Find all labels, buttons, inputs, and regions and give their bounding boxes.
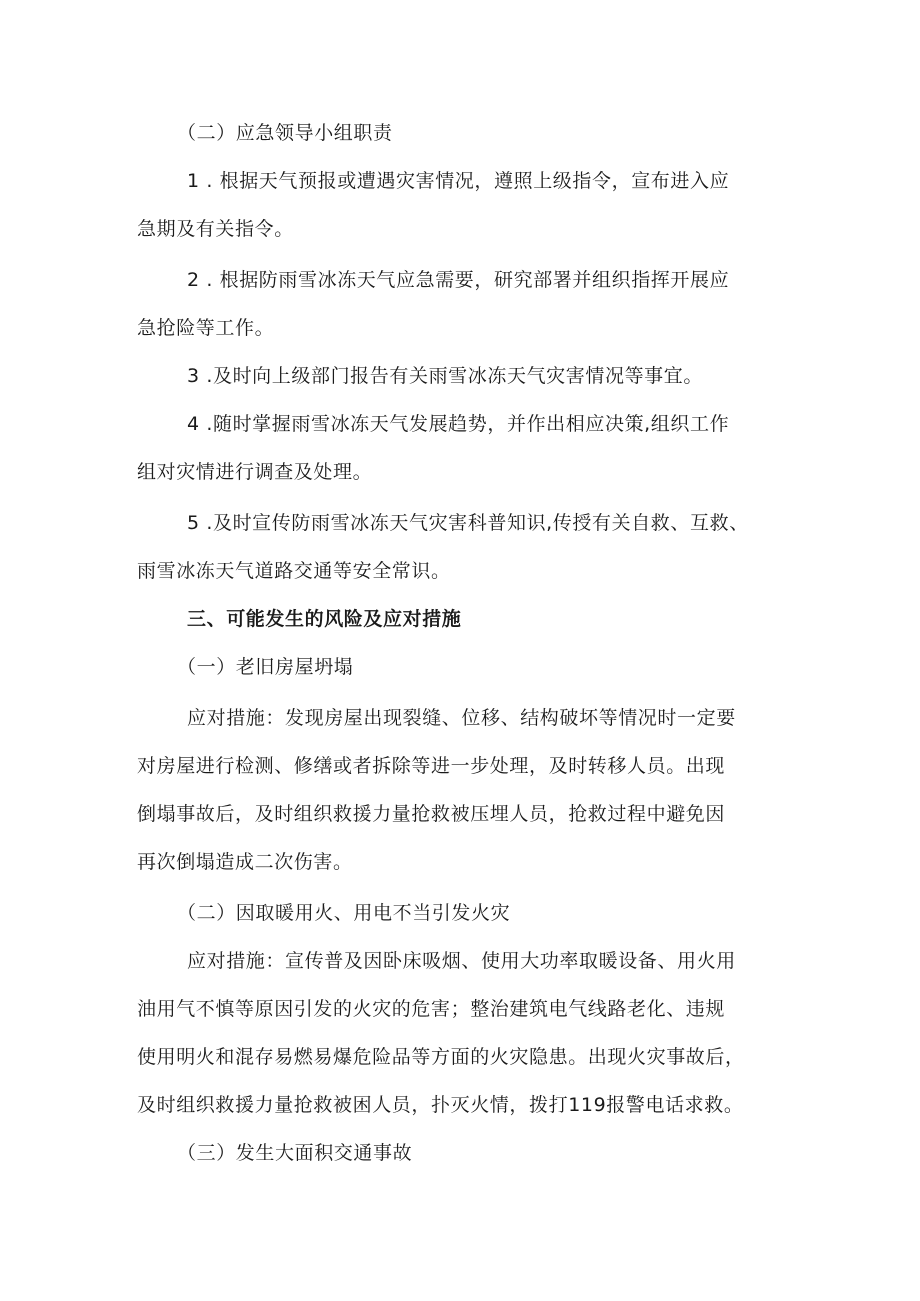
paragraph-line: 急抢险等工作。: [137, 317, 275, 339]
paragraph-line: 及时组织救援力量抢救被困人员，扑灭火情，拨打119报警电话求救。: [137, 1094, 744, 1116]
paragraph-line: 应对措施：发现房屋出现裂缝、位移、结构破坏等情况时一定要: [187, 707, 736, 729]
paragraph-line: 雨雪冰冻天气道路交通等安全常识。: [137, 560, 451, 582]
chapter-heading: 三、可能发生的风险及应对措施: [187, 608, 462, 630]
paragraph-line: 急期及有关指令。: [137, 218, 294, 240]
paragraph-line: 4 .随时掌握雨雪冰冻天气发展趋势，并作出相应决策,组织工作: [187, 413, 730, 435]
paragraph-line: 1 . 根据天气预报或遭遇灾害情况，遵照上级指令，宣布进入应: [187, 170, 730, 192]
paragraph-line: 对房屋进行检测、修缮或者拆除等进一步处理，及时转移人员。出现: [137, 755, 726, 777]
paragraph-line: 应对措施：宣传普及因卧床吸烟、使用大功率取暖设备、用火用: [187, 950, 736, 972]
paragraph-line: 组对灾情进行调查及处理。: [137, 461, 373, 483]
paragraph-line: 倒塌事故后，及时组织救援力量抢救被压埋人员，抢救过程中避免因: [137, 803, 726, 825]
section-heading: （二）应急领导小组职责: [177, 122, 393, 144]
paragraph-line: 2 . 根据防雨雪冰冻天气应急需要，研究部署并组织指挥开展应: [187, 269, 730, 291]
paragraph-line: 使用明火和混存易燃易爆危险品等方面的火灾隐患。出现火灾事故后，: [137, 1046, 745, 1068]
section-heading: （三）发生大面积交通事故: [177, 1142, 413, 1164]
paragraph-line: 油用气不慎等原因引发的火灾的危害；整治建筑电气线路老化、违规: [137, 998, 726, 1020]
paragraph-line: 3 .及时向上级部门报告有关雨雪冰冻天气灾害情况等事宜。: [187, 365, 703, 387]
paragraph-line: 5 .及时宣传防雨雪冰冻天气灾害科普知识,传授有关自救、互救、: [187, 512, 749, 534]
section-heading: （一）老旧房屋坍塌: [177, 656, 354, 678]
section-heading: （二）因取暖用火、用电不当引发火灾: [177, 902, 511, 924]
paragraph-line: 再次倒塌造成二次伤害。: [137, 851, 353, 873]
